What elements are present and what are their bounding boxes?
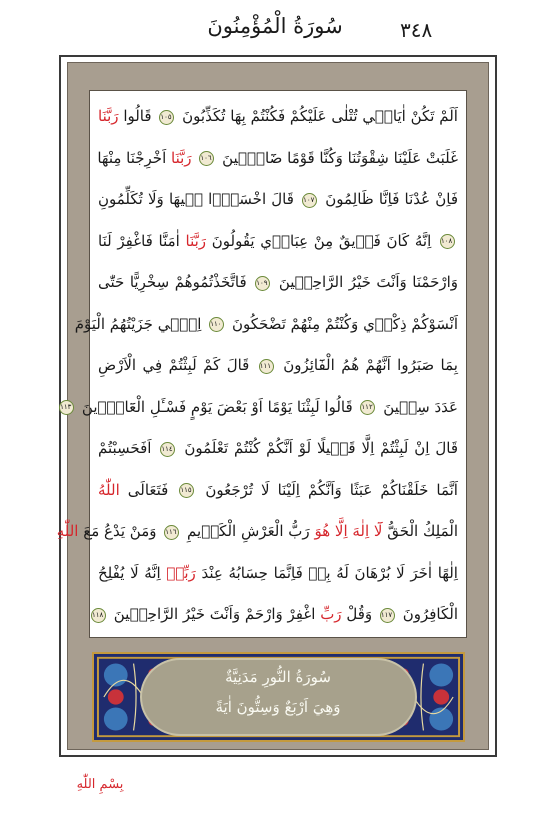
verse-line [60, 388, 458, 426]
text-segment: وَقُلْ [346, 605, 373, 623]
ayah-number-marker: ١٠٧ [302, 193, 317, 208]
text-segment: قَالَ اِنْ لَبِثْتُمْ اِلَّا قَلٖيلًا لَوْ اَنَّكُمْ كُنْتُمْ تَعْلَمُونَ [184, 439, 458, 457]
ayah-number-marker: ١٠٦ [199, 151, 214, 166]
text-segment: اَلَمْ تَكُنْ اٰيَاتٖي تُتْلٰى عَلَيْكُمْ فَكُنْتُمْ بِهَا تُكَذِّبُونَ [182, 107, 458, 125]
text-segment: وَمَنْ يَدْعُ مَعَ [83, 522, 157, 540]
text-segment: وَارْحَمْنَا وَاَنْتَ خَيْرُ الرَّاحِمٖينَ [278, 273, 459, 291]
verse-line [98, 471, 458, 509]
verse-line [91, 595, 458, 633]
text-segment: قَالُوا [123, 107, 152, 125]
text-segment: الْكَافِرُونَ [402, 605, 458, 623]
verse-line [98, 429, 458, 467]
page-header [0, 0, 550, 52]
red-text-segment: رَبِّهٖ [166, 563, 196, 582]
ayah-number-marker: ١١٤ [160, 442, 175, 457]
ayah-number-marker: ١١١ [259, 359, 274, 374]
ayah-number-marker: ١٠٩ [255, 276, 270, 291]
red-text-segment: لَٓا اِلٰهَ اِلَّا هُوَ [314, 522, 383, 540]
text-segment: اَخْرِجْنَا مِنْهَا [97, 148, 167, 167]
ayah-number-marker: ١٠٨ [440, 234, 455, 249]
ayah-number-marker: ١١٨ [91, 608, 106, 623]
text-segment: اغْفِرْ وَارْحَمْ وَاَنْتَ خَيْرُ الرَّاحِمٖينَ [113, 605, 316, 623]
ayah-number-marker: ١١٥ [179, 483, 194, 498]
catchword-basmala: بِسْمِ اللّٰهِ [76, 777, 124, 792]
ayah-number-marker: ١١٠ [209, 317, 224, 332]
text-segment: فَاِنْ عُدْنَا فَاِنَّا ظَالِمُونَ [325, 190, 458, 208]
text-segment: قَالَ اخْسَؤُ۫ا فٖيهَا وَلَا تُكَلِّمُونِ [98, 190, 294, 208]
ayah-number-marker: ١١٧ [380, 608, 395, 623]
text-segment: رَبُّ الْعَرْشِ الْكَرٖيمِ [187, 522, 310, 540]
text-segment: اَنَّمَا خَلَقْنَاكُمْ عَبَثًا وَاَنَّكُمْ اِلَيْنَا لَا تُرْجَعُونَ [205, 480, 458, 499]
text-segment: اَنْسَوْكُمْ ذِكْرٖي وَكُنْتُمْ مِنْهُمْ تَضْحَكُونَ [231, 314, 458, 333]
red-text-segment: رَبَّنَا [185, 231, 207, 250]
text-segment: غَلَبَتْ عَلَيْنَا شِقْوَتُنَا وَكُنَّا قَوْمًا ضَٓالّٖينَ [222, 148, 458, 167]
red-text-segment: رَبِّ [320, 605, 342, 623]
text-segment: عَدَدَ سِنٖينَ [383, 397, 458, 416]
ayah-number-marker: ١١٦ [164, 525, 179, 540]
verse-line [56, 512, 458, 550]
verse-line [98, 222, 458, 260]
next-surah-name: سُورَةُ النُّورِ مَدَنِيَّةٌ [225, 668, 331, 686]
text-segment: اٰمَنَّا فَاغْفِرْ لَنَا [98, 231, 180, 250]
verse-line [74, 305, 458, 343]
text-segment: فَاتَّخَذْتُمُوهُمْ سِخْرِيًّا حَتّٰى [98, 273, 247, 291]
text-segment: قَالَ كَمْ لَبِثْتُمْ فِي الْاَرْضِ [98, 356, 250, 374]
verse-line [98, 180, 458, 218]
text-segment: اِنَّهُ لَا يُفْلِحُ [98, 563, 161, 582]
red-text-segment: اللّٰهُ [98, 480, 120, 499]
verse-line [98, 346, 458, 384]
surah-title: سُورَةُ الْمُؤْمِنُونَ [207, 14, 343, 38]
text-segment: اِنَّهُ كَانَ فَرٖيقٌ مِنْ عِبَادٖي يَقُولُونَ [211, 231, 432, 250]
red-text-segment: رَبَّنَا [98, 107, 119, 125]
text-segment: اَفَحَسِبْتُمْ [98, 439, 152, 457]
verse-line [98, 263, 458, 301]
page-number: ٣٤٨ [400, 18, 433, 42]
red-text-segment: رَبَّنَا [171, 148, 192, 167]
text-segment: اِنّٖي جَزَيْتُهُمُ الْيَوْمَ [74, 314, 202, 333]
text-segment: الْمَلِكُ الْحَقُّ [387, 522, 458, 540]
ayah-number-marker: ١١٣ [59, 400, 74, 415]
verse-line [98, 97, 458, 135]
verse-line [98, 139, 458, 177]
verse-line [98, 554, 458, 592]
text-segment: بِمَا صَبَرُوا اَنَّهُمْ هُمُ الْفَٓائِزُونَ [283, 356, 458, 374]
text-segment: فَتَعَالَى [127, 480, 169, 499]
ayah-number-marker: ١١٢ [360, 400, 375, 415]
next-surah-verse-count: وَهِيَ اَرْبَعٌ وَسِتُّونَ اٰيَةً [215, 698, 341, 716]
text-segment: قَالُوا لَبِثْنَا يَوْمًا اَوْ بَعْضَ يَوْمٍ فَسْـَٔلِ الْعَٓادّٖينَ [81, 397, 353, 416]
text-segment: اِلٰهًا اٰخَرَ لَا بُرْهَانَ لَهُ بِهٖ فَاِنَّمَا حِسَابُهُ عِنْدَ [201, 563, 458, 582]
ayah-number-marker: ١٠٥ [159, 110, 174, 125]
red-text-segment: اللّٰهِ [56, 522, 79, 540]
